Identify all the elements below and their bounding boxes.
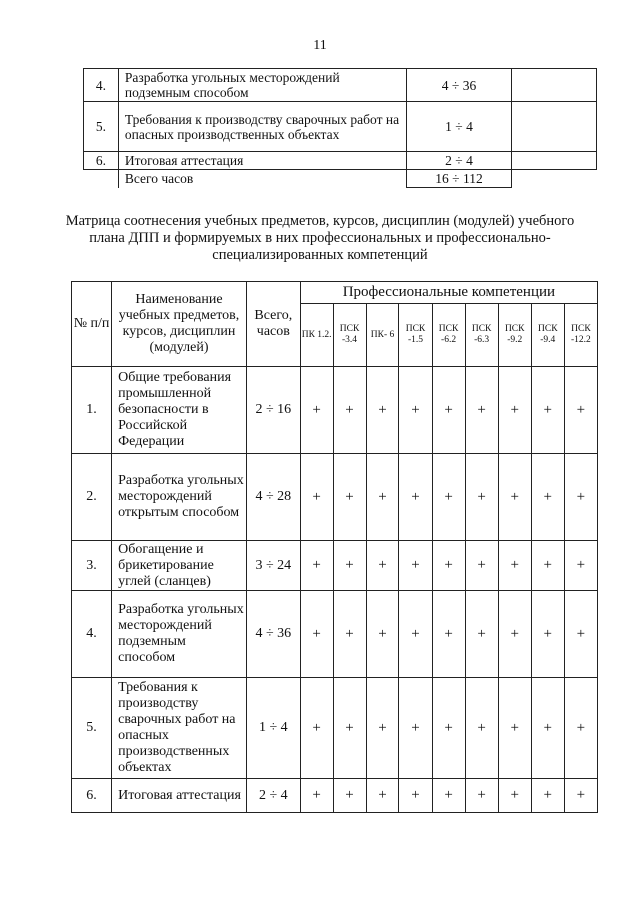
competency-mark: + bbox=[432, 367, 465, 454]
row-number: 2. bbox=[72, 454, 112, 541]
competency-mark: + bbox=[432, 779, 465, 813]
header-row bbox=[72, 282, 598, 304]
table-row bbox=[84, 102, 597, 152]
competency-mark: + bbox=[300, 541, 333, 591]
competency-mark: + bbox=[498, 678, 531, 779]
subject-name: Требования к производству сварочных работ на опасных производственных объектах bbox=[118, 102, 406, 152]
competency-code: ПК 1.2. bbox=[300, 304, 333, 367]
page-number: 11 bbox=[313, 38, 327, 53]
row-number: 3. bbox=[72, 541, 112, 591]
subject-name: Требования к производству сварочных работ на опасных производственных объектах bbox=[112, 678, 247, 779]
competency-code: ПСК -9.4 bbox=[531, 304, 564, 367]
hours-value: 4 ÷ 28 bbox=[246, 454, 300, 541]
matrix-row bbox=[72, 591, 598, 678]
row-number: 6. bbox=[84, 152, 119, 170]
competency-mark: + bbox=[531, 541, 564, 591]
table-row bbox=[84, 69, 597, 102]
competency-mark: + bbox=[531, 678, 564, 779]
competency-mark: + bbox=[465, 454, 498, 541]
competency-code: ПСК -12.2 bbox=[564, 304, 597, 367]
subject-name: Обогащение и брикетирование углей (сланцев) bbox=[112, 541, 247, 591]
empty-cell bbox=[511, 170, 596, 188]
empty-cell bbox=[511, 102, 596, 152]
competency-mark: + bbox=[300, 367, 333, 454]
competency-mark: + bbox=[564, 591, 597, 678]
total-hours: 16 ÷ 112 bbox=[407, 170, 512, 188]
empty-cell bbox=[84, 170, 119, 188]
competency-mark: + bbox=[333, 541, 366, 591]
competency-mark: + bbox=[531, 454, 564, 541]
competency-mark: + bbox=[366, 591, 399, 678]
subject-name: Итоговая аттестация bbox=[118, 152, 406, 170]
competency-mark: + bbox=[465, 678, 498, 779]
matrix-row bbox=[72, 541, 598, 591]
competency-code: ПК- 6 bbox=[366, 304, 399, 367]
hours-value: 1 ÷ 4 bbox=[246, 678, 300, 779]
matrix-row bbox=[72, 779, 598, 813]
competency-mark: + bbox=[498, 591, 531, 678]
competency-mark: + bbox=[333, 779, 366, 813]
subject-name: Разработка угольных месторождений подземным способом bbox=[112, 591, 247, 678]
competency-mark: + bbox=[465, 779, 498, 813]
row-number: 6. bbox=[72, 779, 112, 813]
empty-cell bbox=[511, 152, 596, 170]
competency-mark: + bbox=[564, 779, 597, 813]
competency-mark: + bbox=[366, 779, 399, 813]
row-number: 5. bbox=[72, 678, 112, 779]
header-number: № п/п bbox=[72, 282, 112, 367]
competency-mark: + bbox=[300, 454, 333, 541]
matrix-caption: Матрица соотнесения учебных предметов, курсов, дисциплин (модулей) учебного плана ДПП и формируемых в них профессиональных и профессионально-специализированных компетенций bbox=[65, 213, 575, 263]
subject-name: Итоговая аттестация bbox=[112, 779, 247, 813]
competency-mark: + bbox=[564, 678, 597, 779]
competency-mark: + bbox=[333, 591, 366, 678]
row-number: 5. bbox=[84, 102, 119, 152]
hours-value: 2 ÷ 4 bbox=[407, 152, 512, 170]
competency-mark: + bbox=[399, 591, 432, 678]
row-number: 1. bbox=[72, 367, 112, 454]
row-number: 4. bbox=[84, 69, 119, 102]
competency-mark: + bbox=[399, 678, 432, 779]
competency-mark: + bbox=[333, 367, 366, 454]
competency-mark: + bbox=[432, 591, 465, 678]
row-number: 4. bbox=[72, 591, 112, 678]
competency-mark: + bbox=[465, 367, 498, 454]
competency-mark: + bbox=[300, 779, 333, 813]
competency-code: ПСК -9.2 bbox=[498, 304, 531, 367]
competency-mark: + bbox=[399, 454, 432, 541]
total-label: Всего часов bbox=[118, 170, 406, 188]
header-competencies-group: Профессиональные компетенции bbox=[300, 282, 597, 304]
competency-mark: + bbox=[300, 591, 333, 678]
competency-mark: + bbox=[366, 454, 399, 541]
competency-mark: + bbox=[432, 541, 465, 591]
competency-mark: + bbox=[333, 454, 366, 541]
competency-matrix bbox=[71, 281, 598, 813]
competency-mark: + bbox=[399, 541, 432, 591]
competency-mark: + bbox=[498, 779, 531, 813]
hours-value: 2 ÷ 16 bbox=[246, 367, 300, 454]
competency-code: ПСК -1.5 bbox=[399, 304, 432, 367]
hours-value: 4 ÷ 36 bbox=[246, 591, 300, 678]
competency-mark: + bbox=[399, 779, 432, 813]
hours-value: 1 ÷ 4 bbox=[407, 102, 512, 152]
hours-value: 4 ÷ 36 bbox=[407, 69, 512, 102]
subject-name: Общие требования промышленной безопасности в Российской Федерации bbox=[112, 367, 247, 454]
competency-mark: + bbox=[465, 541, 498, 591]
matrix-row bbox=[72, 367, 598, 454]
table-row bbox=[84, 152, 597, 170]
hours-value: 2 ÷ 4 bbox=[246, 779, 300, 813]
training-plan-table-continuation bbox=[83, 68, 597, 188]
total-row bbox=[84, 170, 597, 188]
competency-mark: + bbox=[366, 367, 399, 454]
competency-code: ПСК -6.3 bbox=[465, 304, 498, 367]
competency-mark: + bbox=[333, 678, 366, 779]
matrix-row bbox=[72, 454, 598, 541]
competency-code: ПСК -6.2 bbox=[432, 304, 465, 367]
competency-mark: + bbox=[564, 541, 597, 591]
competency-mark: + bbox=[498, 541, 531, 591]
competency-mark: + bbox=[531, 779, 564, 813]
competency-mark: + bbox=[531, 591, 564, 678]
competency-mark: + bbox=[300, 678, 333, 779]
competency-mark: + bbox=[432, 454, 465, 541]
competency-mark: + bbox=[465, 591, 498, 678]
header-hours: Всего, часов bbox=[246, 282, 300, 367]
competency-mark: + bbox=[498, 367, 531, 454]
matrix-row bbox=[72, 678, 598, 779]
subject-name: Разработка угольных месторождений открытым способом bbox=[112, 454, 247, 541]
competency-mark: + bbox=[432, 678, 465, 779]
competency-mark: + bbox=[564, 454, 597, 541]
competency-mark: + bbox=[366, 541, 399, 591]
competency-mark: + bbox=[498, 454, 531, 541]
subject-name: Разработка угольных месторождений подземным способом bbox=[118, 69, 406, 102]
competency-mark: + bbox=[564, 367, 597, 454]
hours-value: 3 ÷ 24 bbox=[246, 541, 300, 591]
empty-cell bbox=[511, 69, 596, 102]
competency-mark: + bbox=[399, 367, 432, 454]
competency-code: ПСК -3.4 bbox=[333, 304, 366, 367]
header-subject: Наименование учебных предметов, курсов, дисциплин (модулей) bbox=[112, 282, 247, 367]
competency-mark: + bbox=[531, 367, 564, 454]
competency-mark: + bbox=[366, 678, 399, 779]
